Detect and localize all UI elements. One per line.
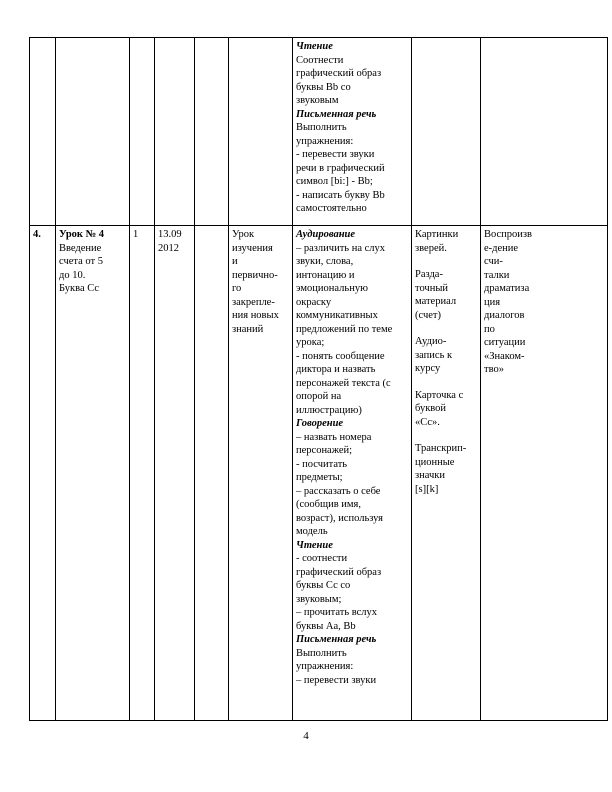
- material-text: [s][k]: [415, 483, 439, 495]
- material-text: Аудио-: [415, 336, 447, 347]
- skill-text: эмоциональную: [296, 283, 368, 294]
- lesson-text: счета от 5: [59, 256, 103, 267]
- cell-activity: [481, 38, 608, 226]
- activity-text: тво»: [484, 364, 504, 375]
- material-text: буквой: [415, 403, 447, 414]
- material-text: курсу: [415, 363, 441, 374]
- lesson-title: Урок № 4: [59, 229, 105, 240]
- material-text: Разда-: [415, 269, 443, 280]
- table-row: [30, 38, 608, 226]
- cell-num: [30, 226, 56, 721]
- skill-text: персонажей текста (с: [296, 377, 391, 389]
- skill-text: графический образ: [296, 566, 382, 578]
- skill-text: звуковым: [296, 95, 339, 106]
- material-text: Транскрип-: [415, 443, 467, 454]
- lesson-type-text: первично-: [232, 269, 278, 281]
- material-text: материал: [415, 296, 457, 307]
- activity-text: талки: [484, 269, 510, 281]
- skill-text: – рассказать о себе: [296, 485, 381, 497]
- activity-text: Воспроизв: [484, 229, 533, 240]
- skill-text: Выполнить: [296, 647, 347, 659]
- skill-text: урока;: [296, 337, 325, 348]
- skill-text: предметы;: [296, 472, 343, 483]
- material-text: (счет): [415, 309, 441, 321]
- material-text: ционные: [415, 456, 455, 468]
- skill-text: - посчитать: [296, 458, 348, 470]
- skill-text: речи в графический: [296, 162, 385, 174]
- activity-text: е-дение: [484, 242, 519, 254]
- skill-text: модель: [296, 526, 328, 537]
- lesson-text: Введение: [59, 242, 102, 254]
- skill-text: буквы Aa, Bb: [296, 620, 356, 632]
- cell-lesson: [56, 38, 130, 226]
- skill-text: окраску: [296, 296, 332, 308]
- cell-empty: [195, 226, 229, 721]
- activity-text: по: [484, 323, 495, 335]
- cell-empty: [195, 38, 229, 226]
- skill-text: коммуникативных: [296, 310, 378, 321]
- lesson-text: до 10.: [59, 269, 86, 281]
- cell-num: [30, 38, 56, 226]
- skill-heading: Чтение: [296, 41, 333, 52]
- lesson-type-text: изучения: [232, 242, 273, 254]
- skill-text: самостоятельно: [296, 203, 367, 214]
- skill-heading: Письменная речь: [296, 634, 377, 645]
- activity-text: ция: [484, 296, 501, 308]
- cell-lesson: [56, 226, 130, 721]
- lesson-type-text: и: [232, 256, 238, 267]
- material-text: Карточка с: [415, 389, 464, 401]
- skill-heading: Чтение: [296, 539, 333, 551]
- lesson-plan-table: [29, 37, 608, 721]
- material-text: запись к: [415, 349, 453, 361]
- material-text: зверей.: [415, 242, 447, 254]
- skill-text: символ [bi:] - Bb;: [296, 176, 373, 187]
- activity-text: «Знаком-: [484, 350, 525, 362]
- skill-text: – прочитать вслух: [296, 607, 378, 618]
- skill-text: персонажей;: [296, 445, 353, 456]
- activity-text: счи-: [484, 256, 503, 267]
- skill-text: графический образ: [296, 68, 382, 79]
- skill-text: диктора и назвать: [296, 364, 376, 375]
- date-value: 13.09 2012: [158, 229, 182, 254]
- lesson-type-text: Урок: [232, 229, 255, 240]
- skill-heading: Аудирование: [296, 229, 356, 240]
- cell-date: [155, 38, 195, 226]
- cell-lesson-type: [229, 226, 293, 721]
- skill-text: буквы Сс со: [296, 580, 351, 591]
- cell-skills: [293, 226, 412, 721]
- skill-heading: Письменная речь: [296, 108, 377, 120]
- page-number: 4: [303, 730, 309, 742]
- cell-lesson-type: [229, 38, 293, 226]
- material-text: «Сс».: [415, 416, 440, 428]
- skill-text: Выполнить: [296, 122, 347, 133]
- skill-text: Соотнести: [296, 54, 344, 66]
- cell-skills: [293, 38, 412, 226]
- skill-text: опорой на: [296, 391, 342, 402]
- skill-text: упражнения:: [296, 661, 354, 672]
- cell-hours: [130, 38, 155, 226]
- skill-text: звуки, слова,: [296, 256, 354, 267]
- activity-text: ситуации: [484, 337, 526, 348]
- skill-text: – назвать номера: [296, 431, 372, 443]
- activity-text: драматиза: [484, 283, 530, 294]
- lesson-type-text: го: [232, 283, 242, 294]
- skill-text: возраст), используя: [296, 512, 383, 524]
- skill-text: - соотнести: [296, 553, 348, 564]
- lesson-type-text: закрепле-: [232, 296, 275, 308]
- lesson-text: Буква Сс: [59, 283, 100, 294]
- cell-date: [155, 226, 195, 721]
- skill-text: (сообщив имя,: [296, 499, 362, 510]
- skill-text: интонацию и: [296, 269, 355, 281]
- material-text: значки: [415, 470, 446, 481]
- skill-heading: Говорение: [296, 418, 344, 429]
- material-text: Картинки: [415, 229, 459, 240]
- skill-text: предложений по теме: [296, 323, 393, 335]
- lesson-type-text: ния новых: [232, 310, 279, 321]
- hours-value: 1: [133, 229, 139, 240]
- skill-text: иллюстрацию): [296, 404, 362, 416]
- skill-text: - написать букву Bb: [296, 189, 385, 201]
- cell-activity: [481, 226, 608, 721]
- cell-materials: [412, 226, 481, 721]
- cell-materials: [412, 38, 481, 226]
- skill-text: – перевести звуки: [296, 674, 377, 686]
- cell-hours: [130, 226, 155, 721]
- skill-text: буквы Bb со: [296, 81, 351, 93]
- skill-text: - перевести звуки: [296, 149, 375, 160]
- material-text: точный: [415, 282, 449, 294]
- skill-text: упражнения:: [296, 135, 354, 147]
- activity-text: диалогов: [484, 310, 525, 321]
- row-number: 4.: [33, 229, 41, 240]
- skill-text: - понять сообщение: [296, 350, 385, 362]
- skill-text: – различить на слух: [296, 242, 385, 254]
- skill-text: звуковым;: [296, 593, 342, 605]
- lesson-type-text: знаний: [232, 323, 264, 335]
- table-row: [30, 226, 608, 721]
